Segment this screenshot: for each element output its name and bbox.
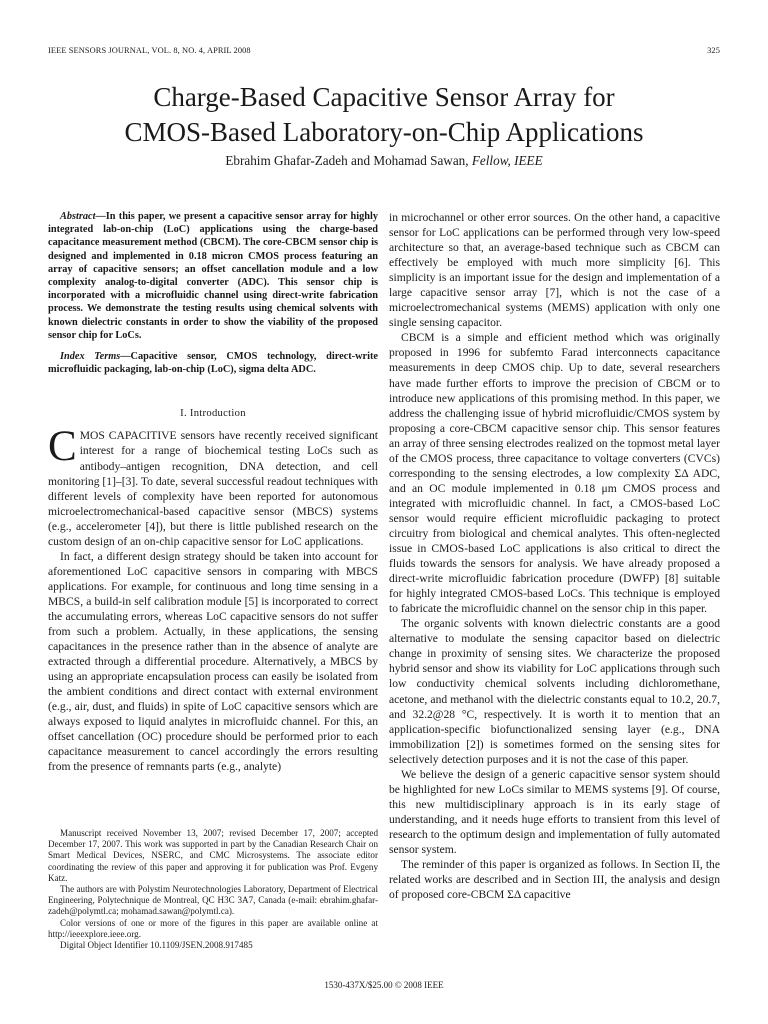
right-paragraph-4: We believe the design of a generic capacitive sensor system should be highlighted for new LoCs similar to MEMS systems [9]. Of course, this new multidisciplinary approach is in its early stage of understanding, and it needs huge efforts to transient from this level of research to the optimum design and implementation of fully automated sensor system. [389, 767, 720, 856]
footnote-color-versions: Color versions of one or more of the figures in this paper are available online at http://ieeexplore.ieee.org. [48, 917, 378, 939]
journal-citation: IEEE SENSORS JOURNAL, VOL. 8, NO. 4, APRIL 2008 [48, 46, 251, 55]
left-column [48, 210, 378, 775]
index-terms-text: —Capacitive sensor, CMOS technology, direct-write microfluidic packaging, lab-on-chip (LoC), sigma delta ADC. [48, 351, 378, 376]
title-line-2: CMOS-Based Laboratory-on-Chip Applications [124, 117, 644, 147]
author-names: Ebrahim Ghafar-Zadeh and Mohamad Sawan, [225, 153, 469, 168]
intro-paragraph-1 [48, 423, 378, 548]
author-line [40, 153, 728, 169]
right-paragraph-1: in microchannel or other error sources. On the other hand, a capacitive sensor for LoC applications can be performed through very low-speed architecture so that, an average-based technique such as CBCM can effectively be employed with much more simplicity [6]. This simplicity is an important issue for the design and implementation of a large capacitive sensor array [7], which is not the case of a microelectromechanical systems (MEMS) application with only one single sensing capacitor. [389, 211, 720, 330]
footnote-doi: Digital Object Identifier 10.1109/JSEN.2008.917485 [60, 940, 253, 951]
abstract-text: —In this paper, we present a capacitive sensor array for highly integrated lab-on-chip (LoC) applications using the charge-based capacitance measurement method (CBCM). The core-CBCM sensor chip is designed and implemented in 0.18 micron CMOS process featuring an array of capacitive sensors; an offset cancellation module and a low complexity analog-to-digital converter (ADC). This sensor chip is incorporated with a microfluidic channel using direct-write fabrication process. We demonstrate the testing results using chemical solvents with known dielectric constants in order to show the viability of the proposed sensor chip for LoCs. [48, 211, 378, 341]
paper-title [40, 80, 728, 150]
right-paragraph-5: The reminder of this paper is organized as follows. In Section II, the related works are described and in Section III, the analysis and design of proposed core-CBCM ΣΔ capacitive [389, 858, 720, 902]
index-terms [48, 350, 378, 376]
abstract-lead: Abstract [60, 211, 96, 222]
right-column [389, 210, 720, 902]
title-line-1: Charge-Based Capacitive Sensor Array for [153, 82, 615, 112]
intro-paragraph-2: In fact, a different design strategy should be taken into account for aforementioned LoC capacitive sensors in comparing with MBCS applications. For example, for continuous and long time sensing in a MBCS, a build-in self calibration module [5] is incorporated to correct the accumulating errors, whereas LoC capacitive sensors do not suffer from such a problem. Actually, in these applications, the sensing capacitances in the presence rather than in the absence of analyte are extracted through a differential procedure. Alternatively, a MBCS by using an appropriate encapsulation process can easily be isolated from the ambient conditions and direct contact with external environment (e.g., air, dust, and fluids) in spite of LoC capacitive sensors which are always exposed to liquid analytes in microfluidc channel. For this, an offset cancellation (OC) procedure should be performed prior to each capacitance measurement to cancel accordingly the errors resulting from the presence of remnants parts (e.g., analyte) [48, 549, 378, 774]
footnotes [48, 828, 378, 951]
abstract [48, 210, 378, 342]
running-header [48, 46, 720, 60]
footnote-manuscript: Manuscript received November 13, 2007; revised December 17, 2007; accepted December 17, 2007. This work was supported in part by the Canadian Research Chair on Smart Medical Devices, NSERC, and CMC Microsystems. The associate editor coordinating the review of this paper and approving it for publication was Prof. Evgeny Katz. [48, 828, 378, 883]
footnote-affiliation: The authors are with Polystim Neurotechnologies Laboratory, Department of Electrical Engineering, Polytechnique de Montreal, QC H3C 3A7, Canada (e-mail: ebrahim.ghafar-zadeh@polymtl.ca; mohamad.sawan@polymtl.ca). [48, 884, 378, 917]
right-paragraph-2: CBCM is a simple and efficient method which was originally proposed in 1996 for subfemto Farad interconnects capacitance measurements in deep CMOS chip. Up to date, several researchers have made further efforts to improve the precision of CBCM or to introduce new applications of this promising method. In this paper, we address the challenging issue of hybrid microfluidic/CMOS system by proposing a core-CBCM capacitive sensor chip. This sensor features an array of three sensing electrodes realized on the topmost metal layer of the CMOS process, three capacitance to voltage converters (CVCs) corresponding to the sensing electrodes, a low complexity ΣΔ ADC, and an OC module implemented in 0.18 μm CMOS process and integrated with microfluidic channel. In fact, a CMOS-based LoC sensor would require efficient microfluidic packaging to protect circuitry from biological and chemical analytes. This often-neglected issue in CMOS-based LoC applications is also critical to direct the fluids towards the sensors for analysis. We have already proposed a direct-write microfluidic fabrication procedure (DWFP) [8] suitable for highly integrated CMOS-based LoCs. This technique is employed to fabricate the microfluidic channel on the sensor chip in this paper. [389, 331, 720, 616]
index-terms-lead: Index Terms [60, 351, 121, 363]
drop-cap-letter: C [48, 423, 77, 471]
page-number: 325 [707, 46, 720, 55]
right-paragraph-3: The organic solvents with known dielectric constants are a good alternative to modulate the sensing capacitor based on dielectric change in proximity of sensing sites. We characterize the proposed hybrid sensor and show its viability for LoC applications through such low conductivity chemical solvents including dichloromethane, acetone, and methanol with the dielectric constants equal to 10.2, 20.7, and 32.2@28 °C, respectively. It is worth it to mention that an application-specific biofunctionalized sensing layer (e.g., DNA immobilization [2]) is sometimes formed on the sensing sites for selectively detection purposes and it is not the case of this paper. [389, 617, 720, 766]
section-heading-introduction: I. Introduction [180, 408, 246, 420]
author-fellow-title: Fellow, IEEE [468, 153, 543, 168]
copyright-footer: 1530-437X/$25.00 © 2008 IEEE [324, 980, 444, 990]
intro-paragraph-1-text: MOS CAPACITIVE sensors have recently received significant interest for a range of biochemical testing LoCs such as antibody–antigen recognition, DNA detection, and cell monitoring [1]–[3]. To date, several successful readout techniques with different levels of complexity have been reported for autonomous microelectromechanical-based capacitive sensor (MBCS) systems (e.g., accelerometer [4]), but there is little published research on the custom design of an on-chip capacitive sensor for LoC applications. [48, 429, 378, 548]
